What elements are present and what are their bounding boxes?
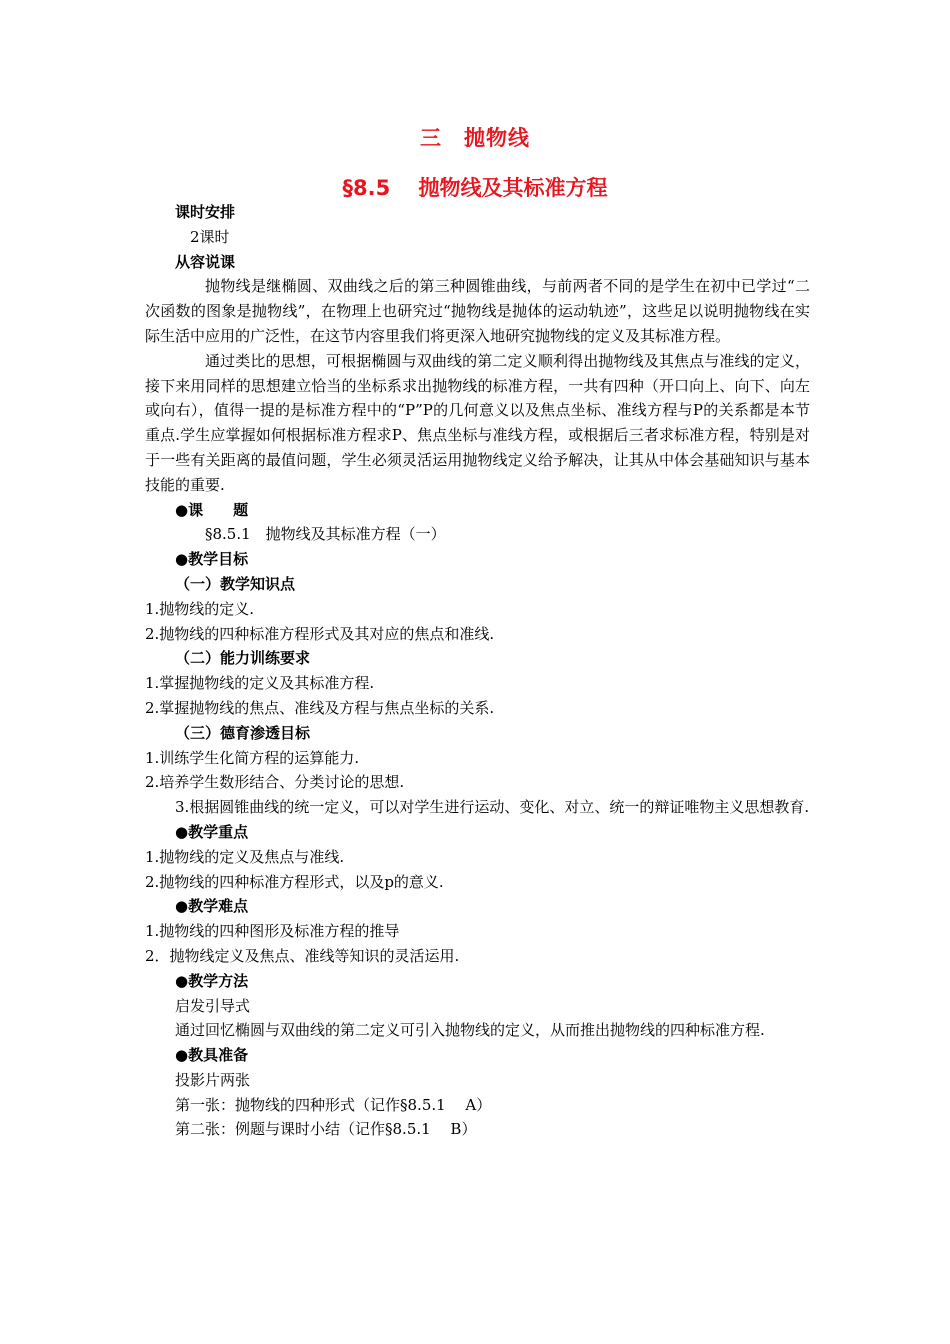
topic-heading: ● 课 题 [145, 498, 810, 523]
list-item: 3.根据圆锥曲线的统一定义，可以对学生进行运动、变化、对立、统一的辩证唯物主义思想教育. [175, 798, 810, 817]
schedule-heading: 课时安排 [175, 203, 236, 221]
list-item: 2.培养学生数形结合、分类讨论的思想. [145, 773, 405, 792]
list-item: 第二张：例题与课时小结（记作§8.5.1 B） [175, 1120, 477, 1139]
list-item: 1.抛物线的四种图形及标准方程的推导 [145, 922, 400, 941]
list-item: 1.抛物线的定义. [145, 599, 255, 618]
key-points-heading: ● 教学重点 [145, 820, 810, 845]
method-name: 启发引导式 [175, 996, 251, 1015]
chapter-title: 三 抛物线 [420, 126, 530, 150]
list-item: 2.掌握抛物线的焦点、准线及方程与焦点坐标的关系. [145, 698, 495, 717]
topic-value: §8.5.1 抛物线及其标准方程（一） [205, 525, 446, 544]
list-item: 2.抛物线的四种标准方程形式，以及p的意义. [145, 872, 444, 891]
goals-subheading-2: （二）能力训练要求 [175, 649, 311, 668]
intro-heading: 从容说课 [175, 252, 236, 271]
list-item: 1.掌握抛物线的定义及其标准方程. [145, 674, 375, 693]
tools-heading: ● 教具准备 [145, 1043, 810, 1068]
goals-subheading-1: （一）教学知识点 [175, 574, 296, 593]
list-item: 第一张：抛物线的四种形式（记作§8.5.1 A） [175, 1095, 492, 1114]
schedule-value: 2课时 [190, 227, 230, 246]
difficulty-heading: ● 教学难点 [145, 894, 810, 919]
list-item: 投影片两张 [175, 1070, 251, 1089]
intro-paragraph-1: 抛物线是继椭圆、双曲线之后的第三种圆锥曲线，与前两者不同的是学生在初中已学过“二次函数的图象是抛物线”，在物理上也研究过“抛物线是抛体的运动轨迹”，这些足以说明抛物线在实际生活中应用的广泛性，在这节内容里我们将更深入地研究抛物线的定义及其标准方程。 [145, 277, 810, 345]
method-heading: ● 教学方法 [145, 969, 810, 994]
goals-heading: ● 教学目标 [145, 547, 810, 572]
document-body [145, 200, 810, 1142]
list-item: 2．抛物线定义及焦点、准线等知识的灵活运用. [145, 946, 460, 965]
intro-paragraph-2: 通过类比的思想，可根据椭圆与双曲线的第二定义顺利得出抛物线及其焦点与准线的定义，接下来用同样的思想建立恰当的坐标系求出抛物线的标准方程，一共有四种（开口向上、向下、向左或向右），值得一提的是标准方程中的“P”P的几何意义以及焦点坐标、准线方程与P的关系都是本节重点.学生应掌握如何根据标准方程求P、焦点坐标与准线方程，或根据后三者求标准方程，特别是对于一些有关距离的最值问题，学生必须灵活运用抛物线定义给予解决，让其从中体会基础知识与基本技能的重要. [145, 351, 810, 494]
goals-subheading-3: （三）德育渗透目标 [175, 723, 311, 742]
list-item: 1.训练学生化简方程的运算能力. [145, 748, 360, 767]
method-description: 通过回忆椭圆与双曲线的第二定义可引入抛物线的定义，从而推出抛物线的四种标准方程. [175, 1021, 765, 1040]
list-item: 2.抛物线的四种标准方程形式及其对应的焦点和准线. [145, 624, 495, 643]
section-title: §8.5 抛物线及其标准方程 [342, 176, 608, 200]
list-item: 1.抛物线的定义及焦点与准线. [145, 847, 345, 866]
